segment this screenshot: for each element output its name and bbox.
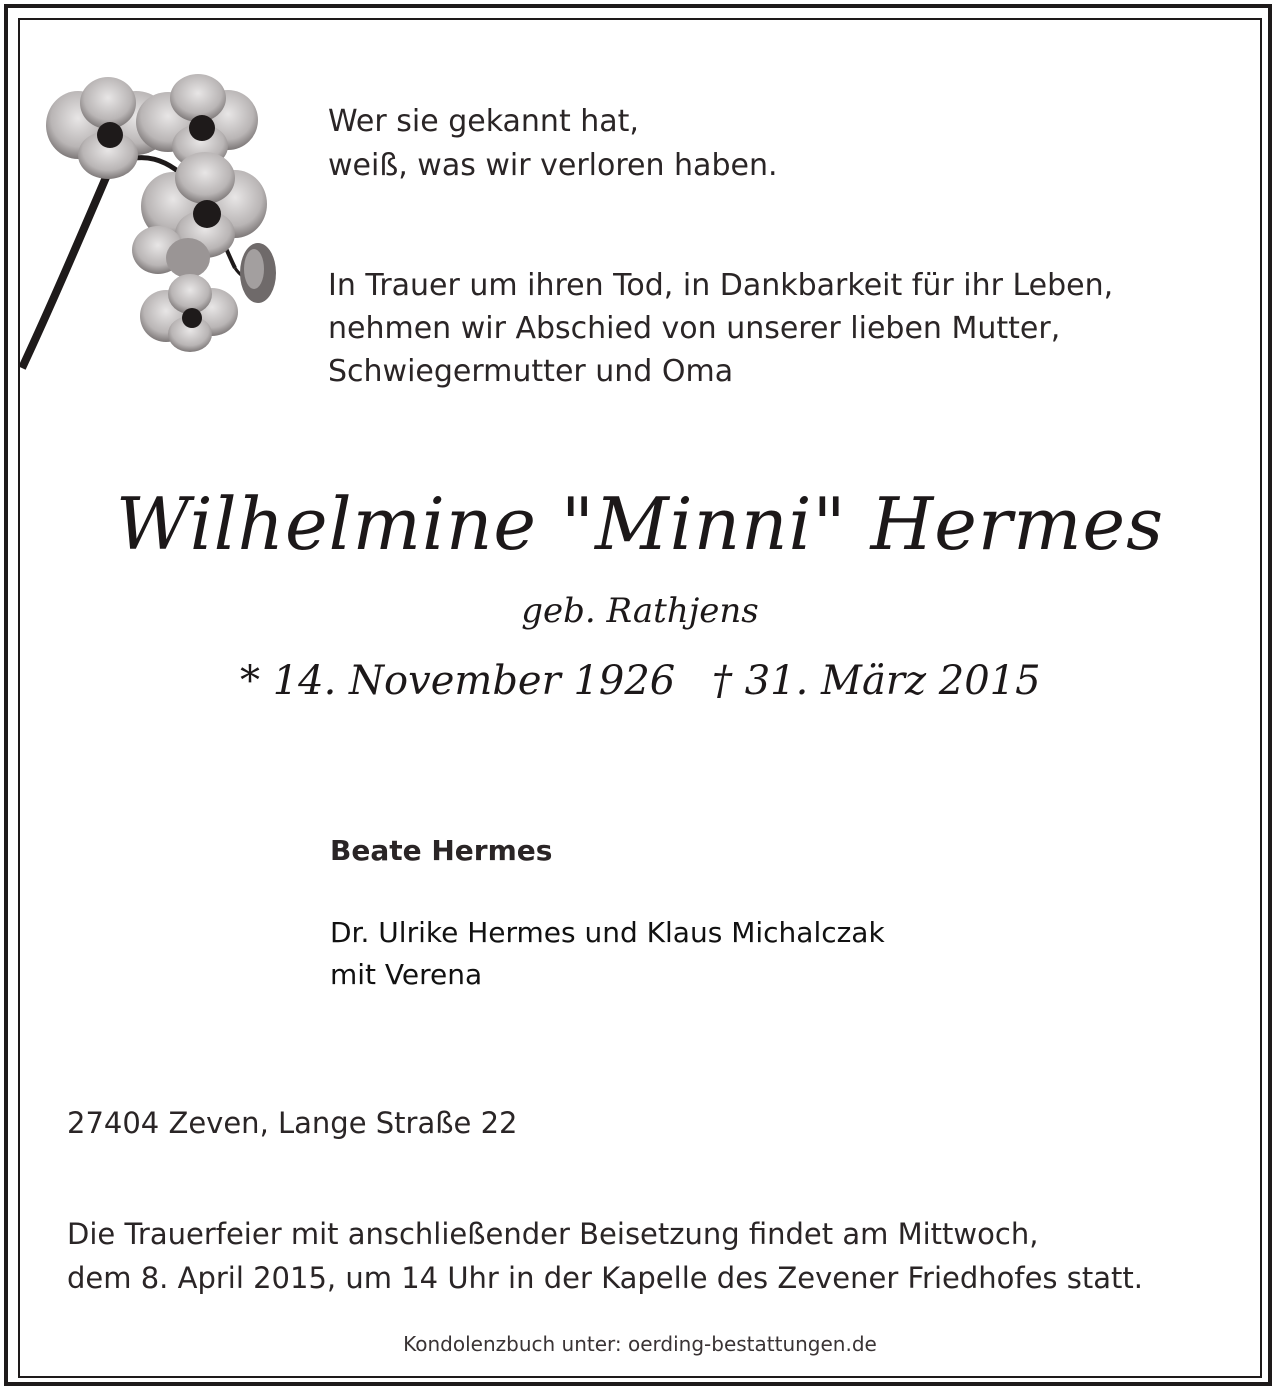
intro-line-3: Schwiegermutter und Oma	[328, 354, 734, 389]
service-line-1: Die Trauerfeier mit anschließender Beisetzung findet am Mittwoch,	[67, 1217, 1039, 1251]
deceased-name: Wilhelmine "Minni" Hermes	[115, 482, 1165, 566]
mourner-beate: Beate Hermes	[330, 834, 553, 867]
service-info	[67, 1212, 1143, 1300]
birth-date: * 14. November 1926	[240, 658, 676, 704]
mourner-line-1: Dr. Ulrike Hermes und Klaus Michalczak	[330, 916, 885, 949]
intro-block	[328, 264, 1113, 393]
quote-block	[328, 100, 778, 188]
mourner-line-2: mit Verena	[330, 958, 483, 991]
intro-line-1: In Trauer um ihren Tod, in Dankbarkeit für ihr Leben,	[328, 268, 1114, 303]
quote-line-2: weiß, was wir verloren haben.	[328, 148, 778, 183]
intro-line-2: nehmen wir Abschied von unserer lieben Mutter,	[328, 311, 1061, 346]
quote-line-1: Wer sie gekannt hat,	[328, 104, 639, 139]
mourner-ulrike-family	[330, 912, 885, 996]
address: 27404 Zeven, Lange Straße 22	[67, 1106, 518, 1140]
death-date: † 31. März 2015	[712, 658, 1041, 704]
birth-name: geb. Rathjens	[521, 591, 759, 631]
condolence-link[interactable]: Kondolenzbuch unter: oerding-bestattungen.de	[403, 1332, 877, 1356]
orchid-icon	[20, 68, 290, 378]
service-line-2: dem 8. April 2015, um 14 Uhr in der Kapelle des Zevener Friedhofes statt.	[67, 1261, 1143, 1295]
